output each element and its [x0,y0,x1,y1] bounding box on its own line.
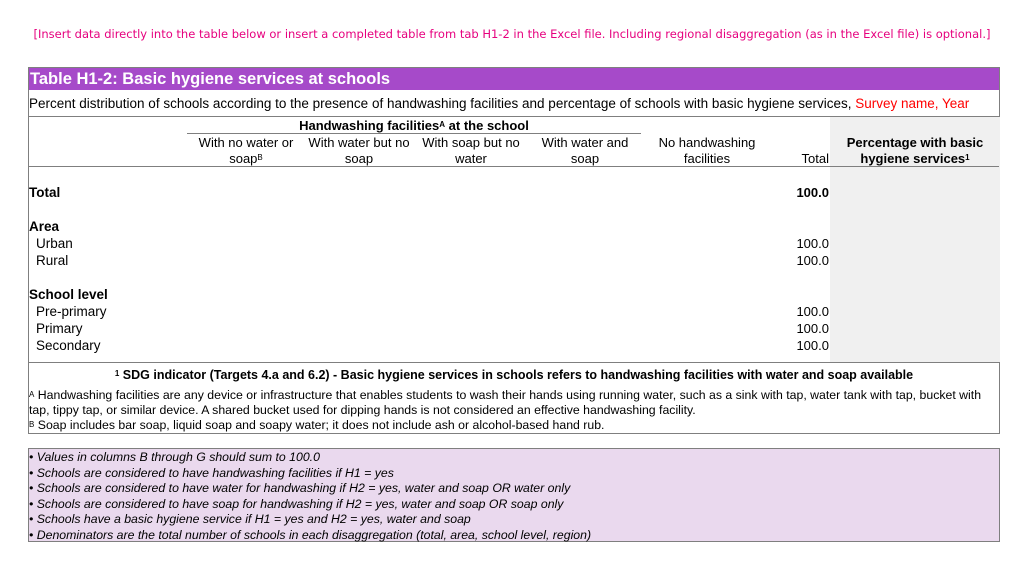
row-total-label: Total [29,185,61,200]
col-water-no-soap: With water but no soap [308,135,410,166]
table-title: Table H1-2: Basic hygiene services at schools [29,68,999,90]
row-rural-value: 100.0 [796,253,829,268]
col-total: Total [801,151,829,166]
footnote-divider [29,362,999,363]
subtitle-text: Percent distribution of schools according to the presence of handwashing facilities and percentage of schools with basic hygiene services, [29,96,856,111]
note-item: • Denominators are the total number of schools in each disaggregation (total, area, school level, region) [29,527,592,542]
group-header-underline [187,133,641,134]
instruction-text: [Insert data directly into the table below or insert a completed table from tab H1-2 in the Excel file. Including regional disaggregation (as in the Excel file) is optional.] [33,27,991,41]
header-divider [29,166,999,167]
note-item: • Values in columns B through G should sum to 100.0 [29,450,320,464]
col-soap-no-water: With soap but no water [422,135,520,166]
table-subtitle [29,90,999,117]
row-total-value: 100.0 [796,185,829,200]
hygiene-table [28,67,1000,434]
col-water-and-soap: With water and soap [541,135,629,166]
note-item: • Schools are considered to have soap for handwashing if H2 = yes, water and soap OR soap only [29,496,564,511]
row-secondary-value: 100.0 [796,338,829,353]
row-urban-label: Urban [36,236,73,251]
footnote-1: $^1$ SDG indicator (Targets 4.a and 6.2) - Basic hygiene services in schools refers to handwashing facilities with water and soap available [114,368,914,382]
footnote-b: $^B$ Soap includes bar soap, liquid soap and soapy water; it does not include ash or alcohol-based hand rub. [29,418,605,432]
col-no-facilities: No handwashing facilities [658,135,756,166]
note-item: • Schools have a basic hygiene service if H1 = yes and H2 = yes, water and soap [29,512,471,526]
survey-name-placeholder[interactable]: Survey name, Year [855,96,970,111]
row-preprimary-value: 100.0 [796,304,829,319]
row-primary-label: Primary [36,321,83,336]
row-area-label: Area [29,219,60,234]
col-basic-hygiene: Percentage with basic hygiene services$^1$ [846,135,984,166]
row-preprimary-label: Pre-primary [36,304,107,319]
row-rural-label: Rural [36,253,69,268]
notes-box [28,448,1000,542]
row-school-level-label: School level [29,287,108,302]
footnote-a: $^A$ Handwashing facilities are any device or infrastructure that enables students to wash their hands using running water, such as a sink with tap, water tank with tap, bucket with tap, tippy tap, or similar device. A shared bucket used for dipping hands is not considered an effective handwashing facility. [29,388,982,417]
row-secondary-label: Secondary [36,338,101,353]
handwashing-group-header: Handwashing facilities$^A$ at the school [299,118,529,133]
note-item: • Schools are considered to have handwashing facilities if H1 = yes [29,465,394,480]
note-item: • Schools are considered to have water for handwashing if H2 = yes, water and soap OR water only [29,481,571,495]
col-no-water-no-soap: With no water or soap$^B$ [198,135,294,166]
row-primary-value: 100.0 [796,321,829,336]
row-urban-value: 100.0 [796,236,829,251]
